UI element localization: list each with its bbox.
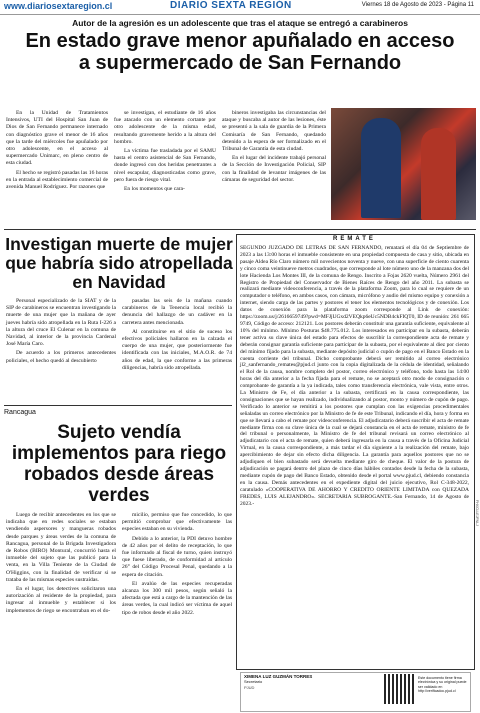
page-date: Viernes 18 de Agosto de 2023 - Página 11 bbox=[361, 2, 474, 8]
story1-col1 bbox=[6, 110, 108, 193]
story1-kicker: Autor de la agresión es un adolescente que tras el ataque se entregó a carabineros bbox=[72, 18, 408, 28]
story3-paragraph: El avalúo de las especies recuperadas alcanza los 300 mil pesos, según señaló la afectada que está a cargo de la mantención de las áreas verdes, la cual indicó ser víctima de aquel tipo de robos desde el año 2022. bbox=[122, 580, 232, 616]
story2-paragraph: Al constituirse en el sitio de suceso los efectivos policiales hallaron en la calzada el cuerpo de una mujer, que posteriormente fue identificada con las iniciales, M.A.O.R. de 74 años de edad, la que conforme a las primeras diligencias, habría sido atropellada. bbox=[122, 328, 232, 371]
story1-paragraph: bineros investigaba las circunstancias del ataque y buscaba al autor de las lesiones, éste se presentó a la sala de guardia de la Primera Comisaría de San Fernando, quedando detenido a la espera de ser formalizado en el Tribunal de Garantía de esta ciudad. bbox=[222, 110, 326, 153]
story1-paragraph: La víctima fue trasladada por el SAMU hasta el centro asistencial de San Fernando, donde ingresó con dos heridas penetrantes a nivel escapular, diagnosticadas como grave, pero fuera de riesgo vital. bbox=[114, 148, 216, 183]
story1-col3 bbox=[222, 110, 326, 186]
story1-headline-line2: a supermercado de San Fernando bbox=[78, 52, 402, 74]
story2-col1 bbox=[6, 298, 116, 367]
story3-paragraph: Debido a lo anterior, la PDI detuvo hombre de 42 años por el delito de receptación, lo que fue informado al fiscal de turno, quien instruyó que fuese liberado, de conformidad al artículo 26° del Código Procesal Penal, quedando a la espera de citación. bbox=[122, 535, 232, 578]
side-code: FHXCLLEJFNLJ bbox=[475, 500, 479, 526]
photo-person-figure bbox=[361, 118, 401, 218]
site-url: www.diariosextaregion.cl bbox=[4, 1, 113, 11]
verification-text: Este documento tiene firma electrónica y su original puede ser validado en http://verificadoc.pjud.cl bbox=[418, 676, 467, 694]
story1-headline-line1: En estado grave menor apuñalado en acceso bbox=[25, 30, 455, 52]
story3-paragraph: En el lugar, los detectives solicitaron una autorización al residente de la propiedad, para ingresar al inmueble y establecer si los implementos de riego se encontraban en el do- bbox=[6, 586, 116, 614]
signature-role: Secretario bbox=[244, 679, 263, 684]
section-divider bbox=[4, 229, 476, 230]
photo-person-figure bbox=[421, 128, 456, 220]
story3-location: Rancagua bbox=[4, 409, 36, 416]
story1-paragraph: En la Unidad de Tratamientos Intensivos, UTI del Hospital San Juan de Dios de San Fernando permanece internado con diagnóstico grave el menor de 16 años que la tarde del miércoles fue apuñalado por otro adolescente, en el acceso al supermercado Unimarc, en pleno centro de esta ciudad. bbox=[6, 110, 108, 167]
story3-paragraph: Luego de recibir antecedentes en los que se indicaba que en redes sociales se estaban vendiendo aspersores y mangueras robados desde parques y áreas verdes de la comuna de Rancagua, personal de la Brigada Investigadora de Robos (BIRO) Montural, concurrió hasta el inmueble del sujeto que las publicó para la venta, en la Villa Teniente de la Ciudad de O'Higgins, con la finalidad de verificar si se trataba de las mismas especies sustraídas. bbox=[6, 512, 116, 583]
story1-headline bbox=[0, 30, 480, 74]
story1-col2 bbox=[114, 110, 216, 195]
qr-code-icon bbox=[384, 674, 414, 704]
story1-paragraph: En el lugar del incidente trabajó personal de la Sección de Investigación Policial, SIP con la finalidad de levantar imágenes de las cámaras de seguridad del sector. bbox=[222, 155, 326, 183]
story3-col2 bbox=[122, 512, 232, 619]
story1-paragraph: En los momentos que cara- bbox=[124, 186, 185, 193]
remate-title: REMATE bbox=[333, 236, 376, 242]
story2-col2 bbox=[122, 298, 232, 374]
section-divider bbox=[4, 405, 232, 406]
story2-paragraph: Personal especializado de la SIAT y de la SIP de carabineros se encuentran investigando la muerte de una mujer que la mañana de ayer jueves habría sido atropellada en la Ruta I-226 a la altura del cruce El Culenar en la comuna de Navidad, al interior de la provincia Cardenal José María Caro. bbox=[6, 298, 116, 348]
story3-col1 bbox=[6, 512, 116, 617]
signature-name: XIMENA LUZ GUZMÁN TORRES bbox=[244, 674, 313, 679]
story2-paragraph: De acuerdo a los primeros antecedentes policiales, el hecho quedó al descubierto bbox=[6, 350, 116, 364]
story1-photo bbox=[331, 108, 476, 220]
story3-headline: Sujeto vendía implementos para riego robados desde áreas verdes bbox=[11, 422, 227, 506]
story1-paragraph: se investigan, el estudiante de 16 años fue atacado con un elemento cortante por otro adolescente de la misma edad, resultando gravemente herido a la altura del hombro. bbox=[114, 110, 216, 145]
story3-paragraph: micilio, permiso que fue concedido, lo que permitió comprobar que efectivamente las especies estaban en su vivienda. bbox=[122, 512, 232, 533]
remate-body: SEGUNDO JUZGADO DE LETRAS DE SAN FERNANDO, rematará el día 04 de Septiembre de 2023 a las 13:00 horas el inmueble consistente en una propiedad compuesta de casa y sitio, ubicada en pasaje Aldea Río Claro número mil novecientos noventa y nueve, con una superficie de ciento cuarenta y cinco coma veintinueve metros cuadrados, que corresponde al lote número uno de la manzana dos del lote Hacienda Los Montes III, de la comuna de Rengo. Inscrito a Fojas 2620 vuelta, Número 2961 del Registro de Propiedad del Conservador de Bienes Raíces de Rengo del año 2011. La subasta se realizará mediante videoconferencia, a través de la plataforma Zoom, para lo cual se requiere de un computador o teléfono, en ambos casos, con cámara, micrófono y audio del mismo equipo y conexión a internet, siendo carga de las partes y postores el tener los elementos tecnológicos y de conexión. Los datos de conexión para la plataforma zoom corresponde al Link de conexión: https://zoom.us/j/2616659749?pwd=MFJjUGxd2VEQkp6eUc5NDB4ckFIQT0, ID de reunión: 261 665 9749, Código de acceso: 212121. Los postores deberán constituir una garantía suficiente, equivalente al 10% del mínimo. Mínimo Posturas $48.775.012. Los interesados en participar en la subasta, deberán tener activa su clave única del estado para efectos de suscribir la correspondiente acta de remate y deberán consignar garantía suficiente para participar de la subasta, por el equivalente al diez por ciento del mínimo fijado para la subasta, mediante depósito judicial o cupón de pago en el Banco Estado en la cuenta corriente del tribunal. Dicho comprobante deberá ser remitido al correo electrónico jl2_sanfernando_remates@pjud.cl junto con la copia digitalizada de la cédula de identidad, señalando el Rol de la causa, nombre completo del postor, correo electrónico y teléfono, todo hasta las 14:00 horas del día anterior a la fecha fijada para el remate, no se aceptará otro modo de consignación o comprobante de garantía a la ya indicada, tales como transferencia electrónica, vale vista, entre otros. La Ministro de Fe, el día anterior a la subasta, certificará en la causa correspondiente, las consignaciones que se hayan realizado, individualizando al postor, monto y número de cupón de pago. Verificado lo anterior se remitirá a los postores que cumplan con las exigencias procedimentales señaladas un correo electrónico por la Ministro de fe de este Tribunal, indicando el día, hora y forma en que se llevará a cabo el remate por videoconferencia. El adjudicatario deberá suscribir el acta de remate mediante firma con su clave única de la cual se dejará constancia en el acta de remate, ministro de fe del tribunal o personalmente, la Ministro de fe del tribunal revisará un correo electrónico al adjudicatario con el acta de remate, quien deberá ingresarla en la causa a través de la Oficina Judicial Virtual, en la causa correspondiente, a más tardar el día siguiente a la realización del remate, bajo apercibimiento de dejar sin efecto dicha diligencia. La garantía para aquellos postores que no se adjudiquen el bien subastado será devuelta mediante giro de cheque. El valor de la postura de adjudicación se pagará dentro del plazo de cinco días hábiles contados desde la fecha de la subasta, mediante cupón de pago del Banco Estado, obtenido desde el portal www.pjud.cl, debiendo constancia en la causa. Demás antecedentes en el expediente digital del juicio ejecutivo, Rol C-348-2022, caratulado «COOPERATIVA DE AHORRO Y CREDITO ORIENTE LIMITADA con QUEZADA FREDES, LUIS ALEJANDRO». SECRETARIA SUBROGANTE.-San Fernando, 14 de Agosto de 2023.- bbox=[240, 245, 469, 507]
story2-paragraph: pasadas las seis de la mañana cuando carabineros de la Tenencia local recibió la denuncia del hallazgo de un cadáver en la carretera antes mencionada. bbox=[122, 298, 232, 326]
section-title: DIARIO SEXTA REGIÓN bbox=[170, 0, 292, 11]
story1-paragraph: El hecho se registró pasadas las 16 horas en la entrada al establecimiento comercial de avenida Manuel Rodríguez. Por razones que bbox=[6, 169, 108, 191]
story2-headline: Investigan muerte de mujer que habría sido atropellada en Navidad bbox=[5, 234, 233, 292]
pjud-logo: PJUD bbox=[244, 685, 255, 690]
